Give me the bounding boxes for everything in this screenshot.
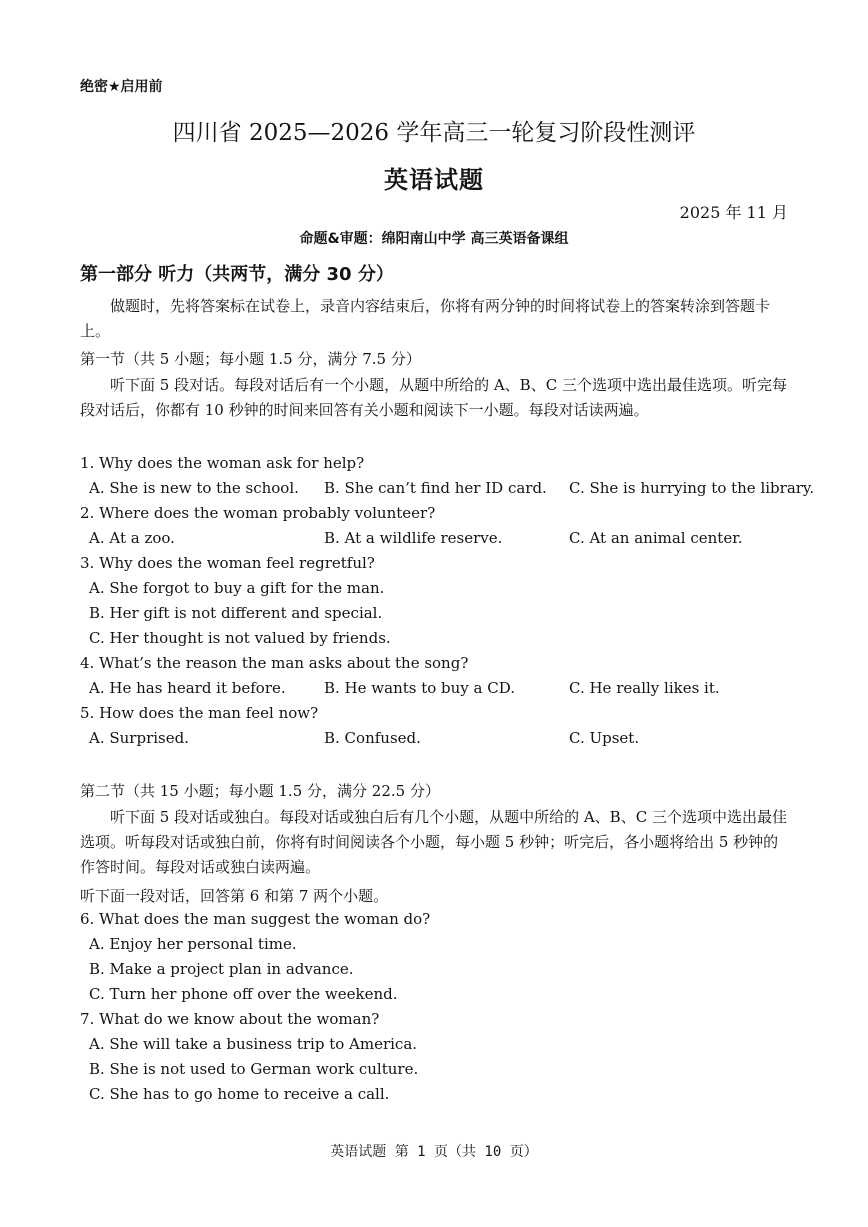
option-b: B. Her gift is not different and special. [89,604,383,622]
option-a: A. She forgot to buy a gift for the man. [89,579,385,597]
section1-instructions: 听下面 5 段对话。每段对话后有一个小题，从题中所给的 A、B、C 三个选项中选出最佳选项。听完每段对话后，你都有 10 秒钟的时间来回答有关小题和阅读下一小题。每段对话读两遍。 [80,376,787,419]
question-stem: 3. Why does the woman feel regretful? [80,554,375,572]
option-a: A. Surprised. [89,729,189,747]
dialogue-intro: 听下面一段对话，回答第 6 和第 7 两个小题。 [80,887,389,905]
option-c: C. At an animal center. [569,529,743,547]
option-c: C. Her thought is not valued by friends. [89,629,391,647]
question-stem: 7. What do we know about the woman? [80,1010,380,1028]
option-a: A. At a zoo. [89,529,175,547]
part1-title: 第一部分 听力（共两节，满分 30 分） [80,264,394,285]
section2-instructions: 听下面 5 段对话或独白。每段对话或独白后有几个小题，从题中所给的 A、B、C 三个选项中选出最佳选项。听每段对话或独白前，你将有时间阅读各个小题，每小题 5 秒钟；听完后，各小题将给出 5 秒钟的作答时间。每段对话或独白读两遍。 [80,808,787,876]
confidential-label: 绝密★启用前 [80,79,163,95]
part1-instructions: 做题时，先将答案标在试卷上，录音内容结束后，你将有两分钟的时间将试卷上的答案转涂到答题卡上。 [80,297,771,340]
option-a: A. Enjoy her personal time. [89,935,297,953]
option-b: B. She is not used to German work culture. [89,1060,419,1078]
question-stem: 2. Where does the woman probably volunteer? [80,504,436,522]
option-b: B. At a wildlife reserve. [324,529,503,547]
question-stem: 6. What does the man suggest the woman do? [80,910,431,928]
question-stem: 1. Why does the woman ask for help? [80,454,365,472]
page-footer: 英语试题 第 1 页（共 10 页） [330,1144,538,1160]
question-stem: 4. What’s the reason the man asks about the song? [80,654,469,672]
option-b: B. He wants to buy a CD. [324,679,516,697]
option-b: B. Make a project plan in advance. [89,960,354,978]
subject-title: 英语试题 [384,166,484,194]
section2-heading: 第二节（共 15 小题；每小题 1.5 分，满分 22.5 分） [80,782,440,800]
option-c: C. He really likes it. [569,679,720,697]
option-b: B. She can’t find her ID card. [324,479,547,497]
option-a: A. She is new to the school. [89,479,299,497]
option-c: C. Turn her phone off over the weekend. [89,985,398,1003]
section1-heading: 第一节（共 5 小题；每小题 1.5 分，满分 7.5 分） [80,350,421,368]
option-c: C. She is hurrying to the library. [569,479,815,497]
option-a: A. She will take a business trip to America. [89,1035,418,1053]
authors-line: 命题&审题：绵阳南山中学 高三英语备课组 [299,231,569,247]
option-a: A. He has heard it before. [89,679,286,697]
exam-title: 四川省 2025—2026 学年高三一轮复习阶段性测评 [172,120,696,146]
exam-date: 2025 年 11 月 [679,203,788,222]
option-c: C. Upset. [569,729,640,747]
option-b: B. Confused. [324,729,421,747]
question-stem: 5. How does the man feel now? [80,704,319,722]
option-c: C. She has to go home to receive a call. [89,1085,390,1103]
